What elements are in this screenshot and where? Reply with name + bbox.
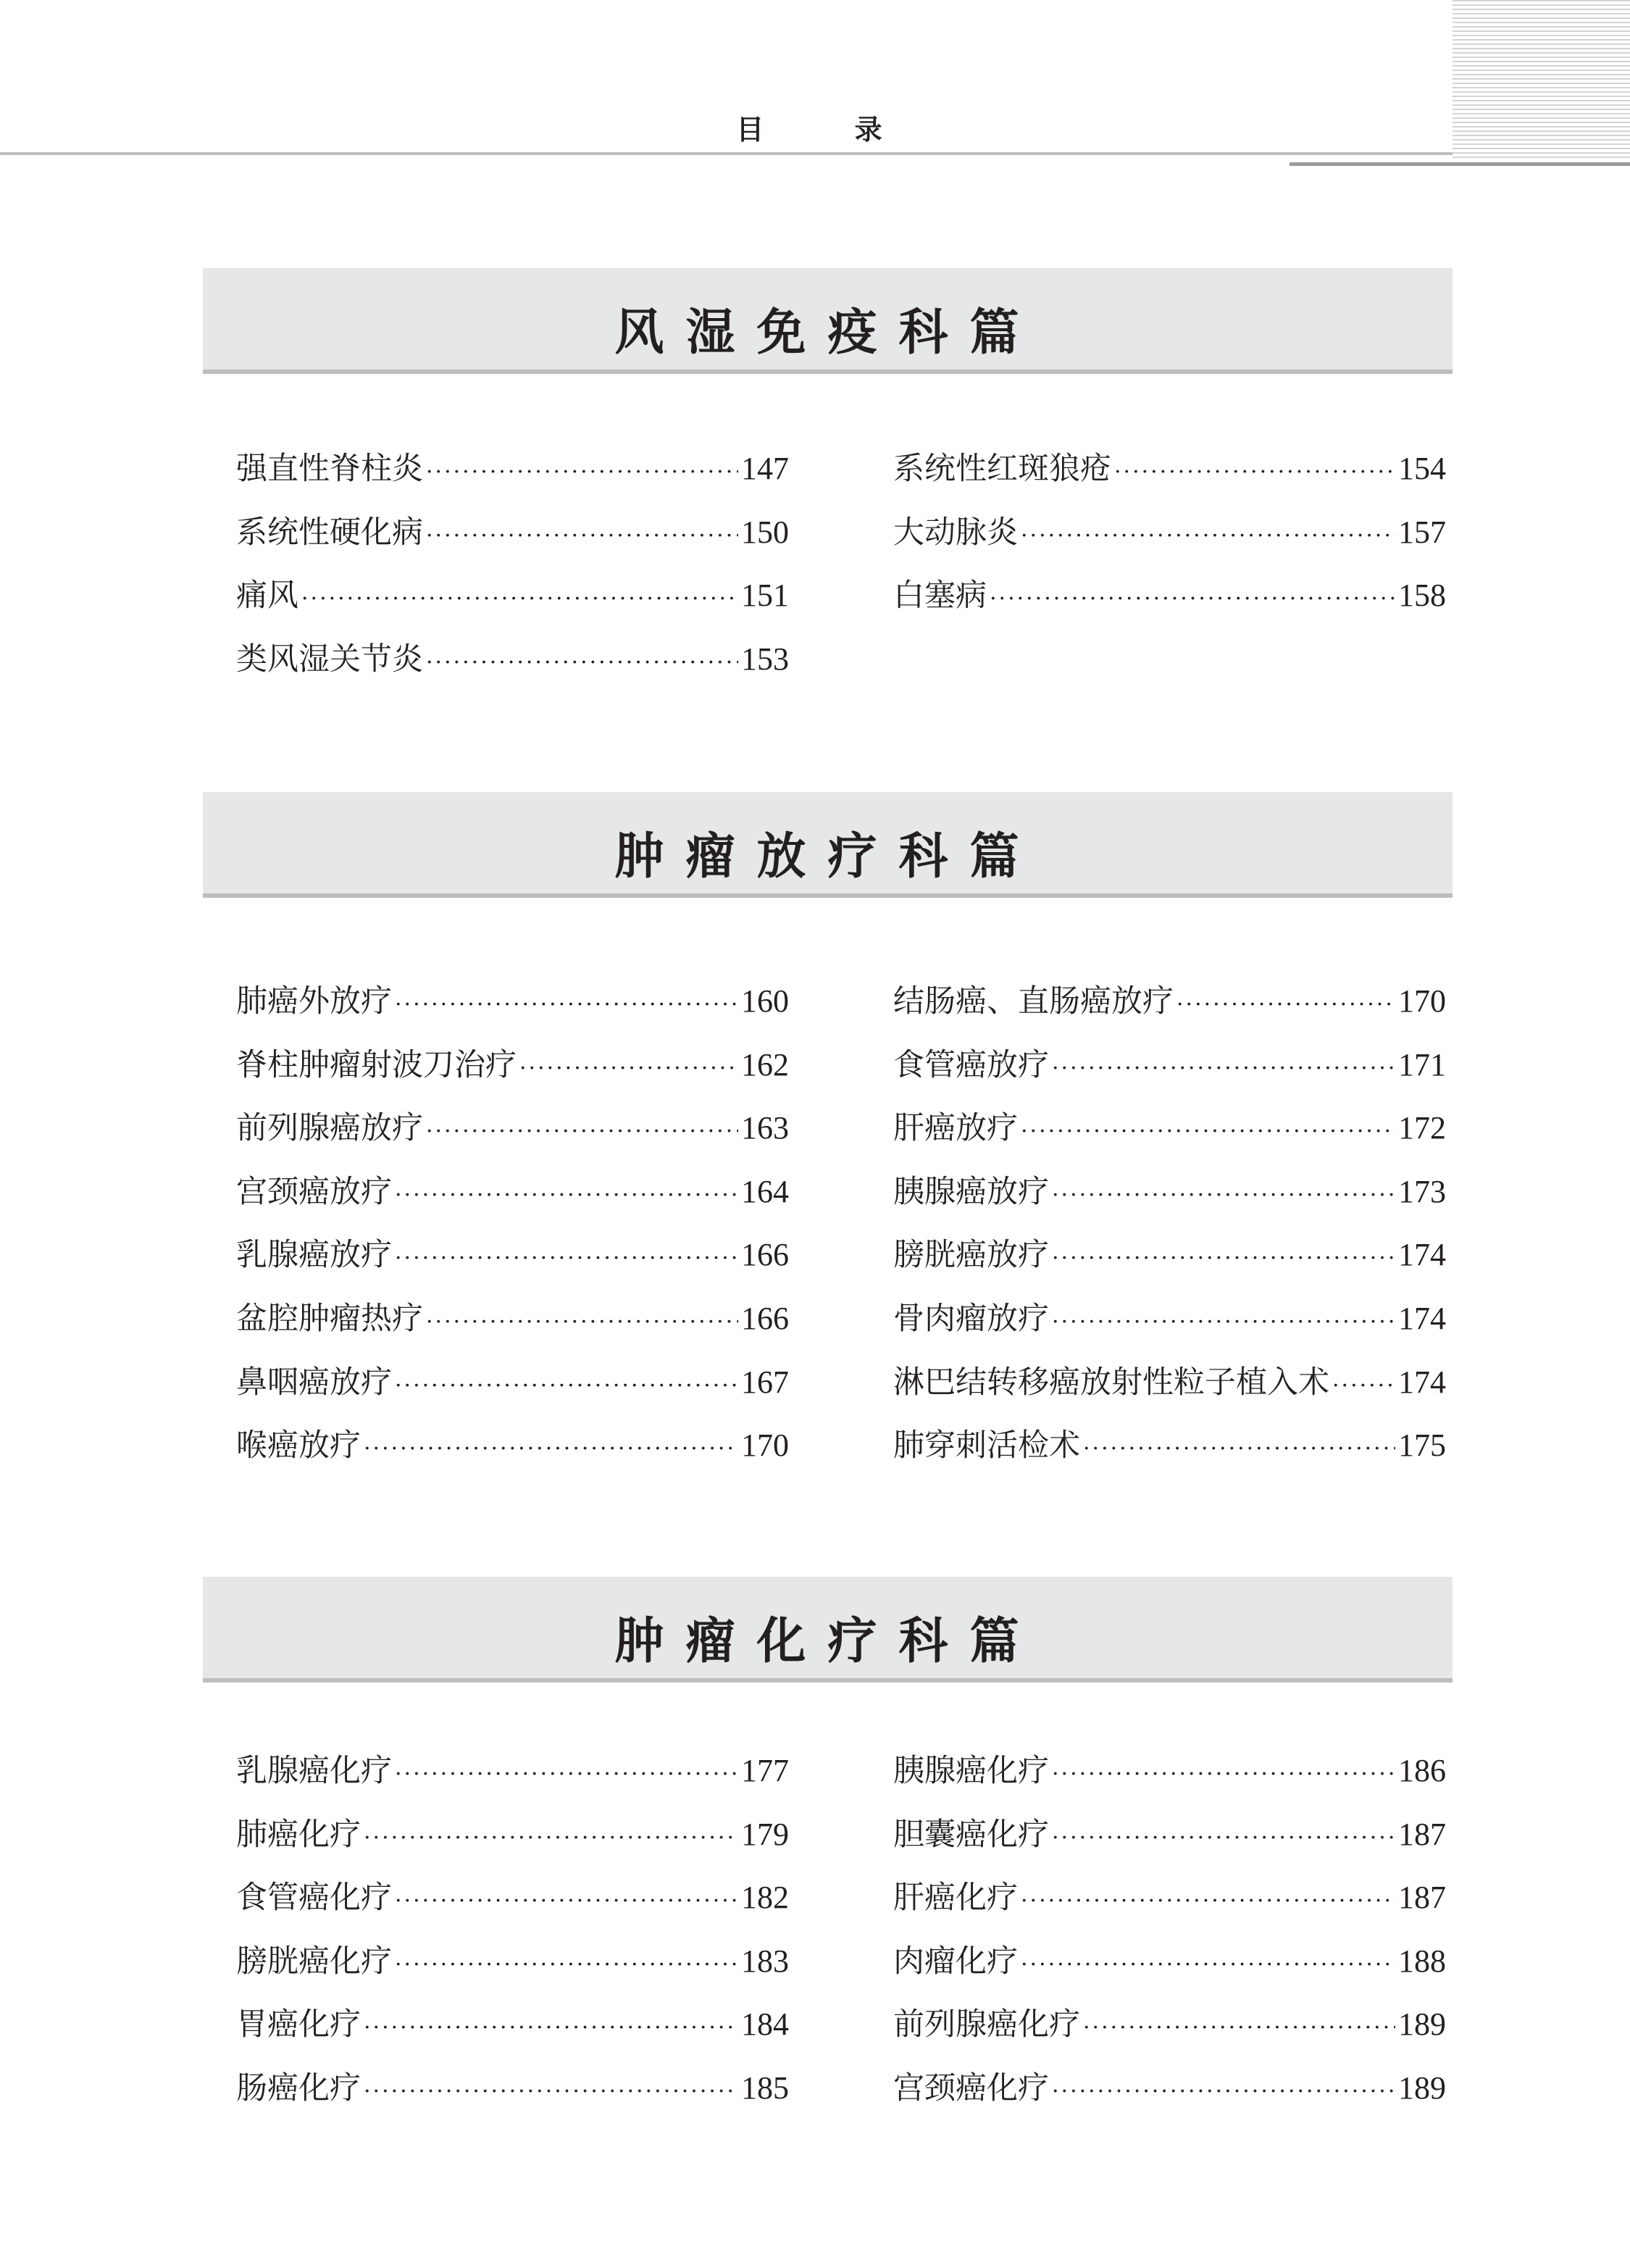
toc-entry-title: 盆腔肿瘤热疗 <box>236 1300 423 1337</box>
toc-entry-title: 食管癌放疗 <box>893 1046 1049 1083</box>
toc-leader-dots <box>1176 973 1395 1037</box>
toc-entry-page: 171 <box>1398 1046 1446 1083</box>
toc-leader-dots <box>364 1806 738 1870</box>
toc-entry[interactable] <box>893 1930 1446 1993</box>
toc-entry-page: 157 <box>1398 514 1446 550</box>
toc-entry-page: 174 <box>1398 1237 1446 1273</box>
toc-entry-page: 147 <box>741 451 789 486</box>
toc-entry[interactable] <box>893 1739 1446 1803</box>
toc-entry[interactable] <box>893 1351 1446 1414</box>
toc-entry-title: 胃癌化疗 <box>236 2006 361 2043</box>
toc-entry[interactable] <box>236 1930 789 1993</box>
toc-leader-dots <box>301 567 738 631</box>
section-title: 肿瘤放疗科篇 <box>614 827 1041 885</box>
toc-leader-dots <box>395 1354 738 1418</box>
toc-entry-title: 膀胱癌放疗 <box>893 1237 1049 1274</box>
toc-entry-title: 白塞病 <box>893 578 987 614</box>
toc-entry-page: 167 <box>741 1364 789 1400</box>
toc-entry-page: 185 <box>741 2069 789 2106</box>
toc-leader-dots <box>426 631 738 695</box>
toc-entry-page: 150 <box>741 514 789 550</box>
toc-entry-title: 前列腺癌化疗 <box>893 2006 1080 2043</box>
section-band <box>203 1577 1453 1683</box>
toc-entry[interactable] <box>236 2056 789 2120</box>
toc-entry-page: 175 <box>1398 1427 1446 1464</box>
toc-leader-dots <box>1021 1933 1395 1997</box>
toc-entry-title: 鼻咽癌放疗 <box>236 1364 392 1401</box>
toc-entry[interactable] <box>236 437 789 501</box>
toc-entry[interactable] <box>893 1160 1446 1224</box>
toc-entry-title: 肝癌放疗 <box>893 1110 1018 1147</box>
toc-entry[interactable] <box>893 2056 1446 2120</box>
toc-leader-dots <box>426 1100 738 1164</box>
toc-entry[interactable] <box>893 1414 1446 1477</box>
toc-entry-title: 痛风 <box>236 578 298 614</box>
toc-leader-dots <box>395 1933 738 1997</box>
toc-entry-title: 胰腺癌放疗 <box>893 1173 1049 1210</box>
toc-entry[interactable] <box>236 1033 789 1097</box>
toc-entry-title: 肺癌外放疗 <box>236 983 392 1020</box>
toc-entry-page: 189 <box>1398 2069 1446 2106</box>
toc-entry-page: 174 <box>1398 1300 1446 1336</box>
toc-entry[interactable] <box>893 437 1446 501</box>
toc-entry[interactable] <box>236 1160 789 1224</box>
toc-leader-dots <box>1021 504 1395 568</box>
toc-list <box>236 1739 1446 2120</box>
toc-entry[interactable] <box>893 501 1446 564</box>
toc-entry[interactable] <box>893 1223 1446 1287</box>
toc-entry-page: 179 <box>741 1816 789 1852</box>
toc-leader-dots <box>1083 1417 1395 1481</box>
toc-entry-title: 骨肉瘤放疗 <box>893 1300 1049 1337</box>
toc-entry[interactable] <box>236 501 789 564</box>
toc-list <box>236 970 1446 1477</box>
toc-entry-page: 170 <box>741 1427 789 1464</box>
toc-entry[interactable] <box>893 1993 1446 2056</box>
toc-leader-dots <box>364 1996 738 2060</box>
toc-entry[interactable] <box>893 1033 1446 1097</box>
toc-entry-page: 189 <box>1398 2006 1446 2043</box>
toc-entry[interactable] <box>893 564 1446 628</box>
section-title: 肿瘤化疗科篇 <box>614 1612 1041 1670</box>
toc-leader-dots <box>395 1227 738 1291</box>
toc-leader-dots <box>990 567 1395 631</box>
toc-leader-dots <box>1052 2060 1395 2124</box>
toc-entry-page: 166 <box>741 1300 789 1336</box>
toc-entry-title: 类风湿关节炎 <box>236 641 423 678</box>
toc-leader-dots <box>519 1037 738 1101</box>
toc-entry-page: 172 <box>1398 1110 1446 1146</box>
toc-entry-title: 膀胱癌化疗 <box>236 1943 392 1980</box>
toc-entry-title: 脊柱肿瘤射波刀治疗 <box>236 1046 517 1083</box>
toc-entry[interactable] <box>236 1993 789 2056</box>
toc-leader-dots <box>364 2060 738 2124</box>
toc-leader-dots <box>1021 1100 1395 1164</box>
toc-entry-page: 174 <box>1398 1364 1446 1400</box>
toc-entry[interactable] <box>893 1096 1446 1160</box>
toc-entry[interactable] <box>236 1096 789 1160</box>
section-band <box>203 268 1453 374</box>
toc-entry[interactable] <box>893 1287 1446 1351</box>
toc-leader-dots <box>1052 1291 1395 1354</box>
toc-leader-dots <box>1083 1996 1395 2060</box>
toc-leader-dots <box>426 504 738 568</box>
toc-leader-dots <box>426 441 738 504</box>
toc-entry-title: 胆囊癌化疗 <box>893 1816 1049 1853</box>
toc-entry[interactable] <box>236 1223 789 1287</box>
toc-entry-title: 宫颈癌化疗 <box>893 2069 1049 2106</box>
toc-entry[interactable] <box>236 1739 789 1803</box>
toc-entry[interactable] <box>236 1866 789 1930</box>
toc-entry[interactable] <box>893 1866 1446 1930</box>
toc-entry-page: 184 <box>741 2006 789 2043</box>
toc-entry-title: 强直性脊柱炎 <box>236 451 423 487</box>
toc-entry-title: 系统性红斑狼疮 <box>893 451 1111 487</box>
toc-entry-page: 170 <box>1398 983 1446 1019</box>
toc-leader-dots <box>395 973 738 1037</box>
header-rule-accent <box>1290 162 1630 166</box>
toc-entry-title: 乳腺癌化疗 <box>236 1753 392 1789</box>
toc-entry[interactable] <box>236 1287 789 1351</box>
section-title: 风湿免疫科篇 <box>614 304 1041 362</box>
toc-entry-page: 173 <box>1398 1173 1446 1209</box>
toc-entry-page: 166 <box>741 1237 789 1273</box>
toc-entry[interactable] <box>236 1351 789 1414</box>
toc-entry-title: 大动脉炎 <box>893 514 1018 551</box>
toc-leader-dots <box>1114 441 1395 504</box>
toc-leader-dots <box>364 1417 738 1481</box>
toc-entry[interactable] <box>893 1803 1446 1867</box>
running-head: 目 录 <box>736 114 923 146</box>
toc-entry-title: 肝癌化疗 <box>893 1880 1018 1917</box>
toc-entry[interactable] <box>236 564 789 628</box>
toc-leader-dots <box>1021 1869 1395 1933</box>
toc-entry-title: 系统性硬化病 <box>236 514 423 551</box>
header-rule <box>0 152 1453 155</box>
toc-entry-page: 160 <box>741 983 789 1019</box>
toc-entry-page: 183 <box>741 1943 789 1979</box>
toc-entry-title: 喉癌放疗 <box>236 1427 361 1464</box>
toc-entry-page: 177 <box>741 1753 789 1788</box>
toc-entry-title: 肉瘤化疗 <box>893 1943 1018 1980</box>
toc-entry-page: 154 <box>1398 451 1446 486</box>
toc-entry[interactable] <box>236 970 789 1033</box>
toc-entry-title: 胰腺癌化疗 <box>893 1753 1049 1789</box>
toc-entry-title: 宫颈癌放疗 <box>236 1173 392 1210</box>
toc-entry-title: 淋巴结转移癌放射性粒子植入术 <box>893 1364 1329 1401</box>
toc-entry-title: 前列腺癌放疗 <box>236 1110 423 1147</box>
toc-entry-page: 164 <box>741 1173 789 1209</box>
toc-entry-page: 187 <box>1398 1880 1446 1916</box>
toc-entry[interactable] <box>893 970 1446 1033</box>
toc-entry[interactable] <box>236 1414 789 1477</box>
toc-leader-dots <box>1052 1806 1395 1870</box>
toc-list <box>236 437 1446 691</box>
toc-entry[interactable] <box>236 628 789 691</box>
toc-entry[interactable] <box>236 1803 789 1867</box>
toc-entry-page: 187 <box>1398 1816 1446 1852</box>
toc-entry-page: 153 <box>741 641 789 677</box>
toc-entry-page: 158 <box>1398 578 1446 614</box>
toc-leader-dots <box>1052 1743 1395 1806</box>
toc-leader-dots <box>1052 1227 1395 1291</box>
toc-entry-page: 151 <box>741 578 789 614</box>
toc-leader-dots <box>395 1743 738 1806</box>
toc-leader-dots <box>395 1164 738 1227</box>
toc-entry-title: 肺穿刺活检术 <box>893 1427 1080 1464</box>
toc-entry-title: 乳腺癌放疗 <box>236 1237 392 1274</box>
toc-leader-dots <box>426 1291 738 1354</box>
toc-entry-title: 肺癌化疗 <box>236 1816 361 1853</box>
toc-leader-dots <box>1052 1164 1395 1227</box>
toc-entry-title: 肠癌化疗 <box>236 2069 361 2106</box>
toc-entry-title: 结肠癌、直肠癌放疗 <box>893 983 1174 1020</box>
toc-entry-page: 162 <box>741 1046 789 1083</box>
toc-leader-dots <box>395 1869 738 1933</box>
section-band <box>203 792 1453 898</box>
toc-entry-page: 163 <box>741 1110 789 1146</box>
toc-entry-page: 186 <box>1398 1753 1446 1788</box>
toc-leader-dots <box>1332 1354 1395 1418</box>
toc-entry-title: 食管癌化疗 <box>236 1880 392 1917</box>
toc-entry-page: 182 <box>741 1880 789 1916</box>
toc-entry-page: 188 <box>1398 1943 1446 1979</box>
toc-leader-dots <box>1052 1037 1395 1101</box>
